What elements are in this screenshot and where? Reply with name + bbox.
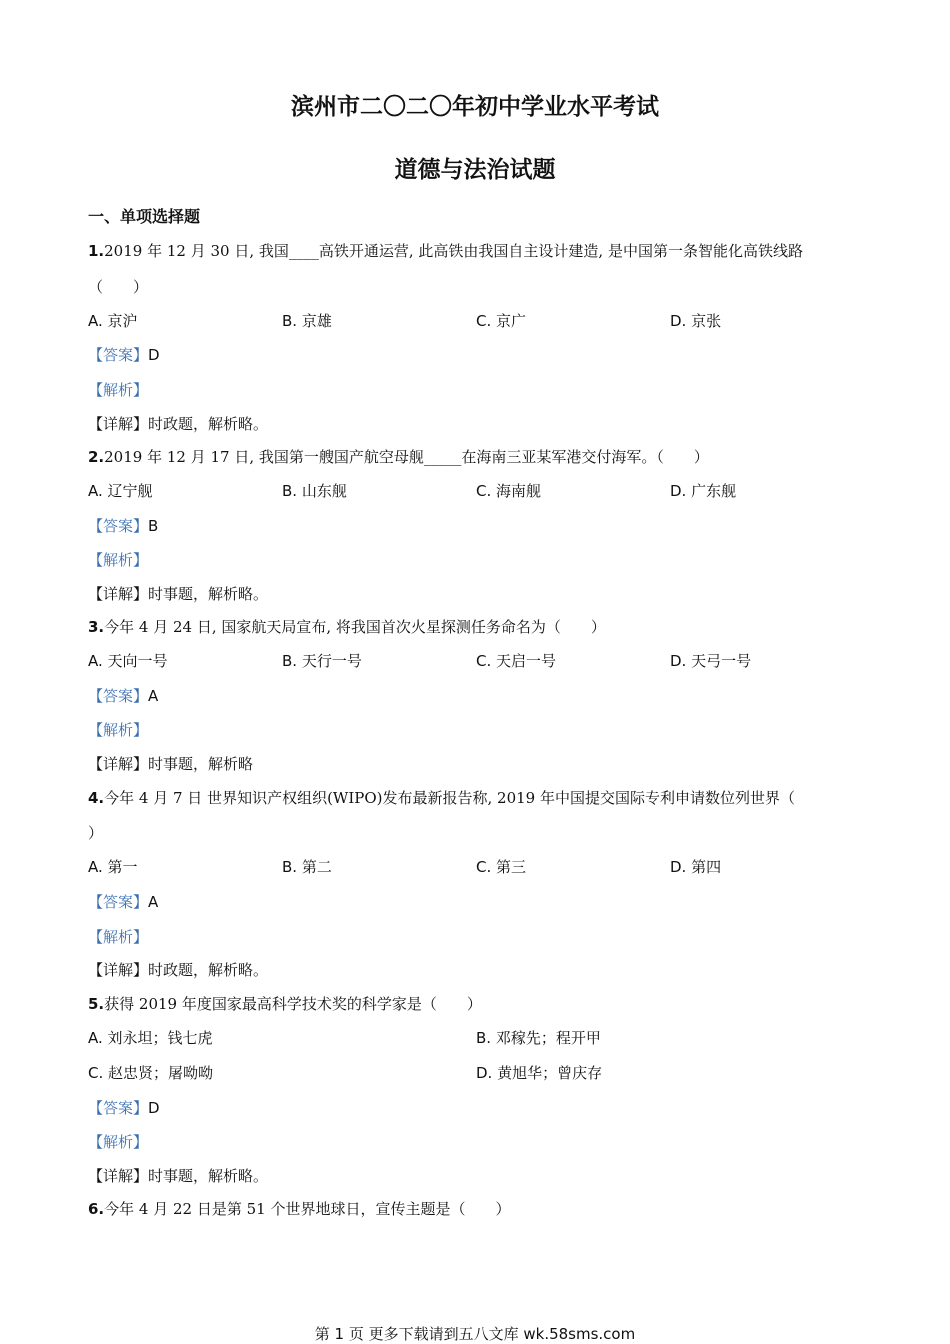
option-b: B. 天行一号 — [282, 652, 362, 670]
option-a: A. 京沪 — [88, 312, 138, 330]
option-b: B. 京雄 — [282, 312, 332, 330]
answer-line: 【答案】A — [88, 893, 159, 911]
option-d: D. 第四 — [670, 858, 722, 876]
analysis-line: 【解析】 — [88, 1133, 149, 1151]
option-d: D. 广东舰 — [670, 482, 737, 500]
page-subtitle: 道德与法治试题 — [394, 157, 556, 183]
option-d: D. 天弓一号 — [670, 652, 752, 670]
question-1 — [88, 241, 803, 261]
answer-line: 【答案】D — [88, 346, 160, 364]
question-4-bracket: ） — [88, 824, 104, 842]
option-b: B. 邓稼先；程开甲 — [476, 1029, 601, 1047]
option-c: C. 第三 — [476, 858, 527, 876]
option-c: C. 海南舰 — [476, 482, 542, 500]
analysis-line: 【解析】 — [88, 928, 149, 946]
detail-line: 【详解】时事题，解析略。 — [88, 1167, 269, 1185]
question-1-bracket: （ ） — [88, 278, 149, 296]
detail-line: 【详解】时事题，解析略 — [88, 755, 254, 773]
page-footer: 第 1 页 更多下载请到五八文库 wk.58sms.com — [314, 1325, 636, 1343]
option-a: A. 刘永坦；钱七虎 — [88, 1029, 213, 1047]
answer-line: 【答案】B — [88, 517, 159, 535]
page-title: 滨州市二〇二〇年初中学业水平考试 — [291, 94, 659, 120]
detail-line: 【详解】时政题，解析略。 — [88, 961, 269, 979]
question-text: 2019 年 12 月 30 日, 我国____高铁开通运营, 此高铁由我国自主设计建造, 是中国第一条智能化高铁线路 — [104, 242, 803, 260]
option-a: A. 天向一号 — [88, 652, 168, 670]
option-c: C. 京广 — [476, 312, 527, 330]
detail-line: 【详解】时事题，解析略。 — [88, 585, 269, 603]
option-a: A. 辽宁舰 — [88, 482, 153, 500]
detail-line: 【详解】时政题，解析略。 — [88, 415, 269, 433]
question-6: 6.今年 4 月 22 日是第 51 个世界地球日，宣传主题是（ ） — [88, 1200, 511, 1218]
option-c: C. 赵忠贤；屠呦呦 — [88, 1064, 214, 1082]
option-a: A. 第一 — [88, 858, 138, 876]
question-number: 1. — [88, 242, 105, 260]
answer-line: 【答案】D — [88, 1099, 160, 1117]
option-d: D. 黄旭华；曾庆存 — [476, 1064, 603, 1082]
analysis-line: 【解析】 — [88, 551, 149, 569]
analysis-line: 【解析】 — [88, 721, 149, 739]
question-2: 2.2019 年 12 月 17 日, 我国第一艘国产航空母舰_____在海南三亚某军港交付海军。（ ） — [88, 448, 709, 466]
option-c: C. 天启一号 — [476, 652, 557, 670]
section-heading: 一、单项选择题 — [88, 207, 201, 226]
option-b: B. 第二 — [282, 858, 332, 876]
option-b: B. 山东舰 — [282, 482, 347, 500]
question-4: 4.今年 4 月 7 日 世界知识产权组织(WIPO)发布最新报告称, 2019 年中国提交国际专利申请数位列世界（ — [88, 789, 795, 807]
question-5: 5.获得 2019 年度国家最高科学技术奖的科学家是（ ） — [88, 995, 482, 1013]
answer-line: 【答案】A — [88, 687, 159, 705]
question-3: 3.今年 4 月 24 日, 国家航天局宣布, 将我国首次火星探测任务命名为（ ） — [88, 618, 606, 636]
option-d: D. 京张 — [670, 312, 722, 330]
analysis-line: 【解析】 — [88, 381, 149, 399]
